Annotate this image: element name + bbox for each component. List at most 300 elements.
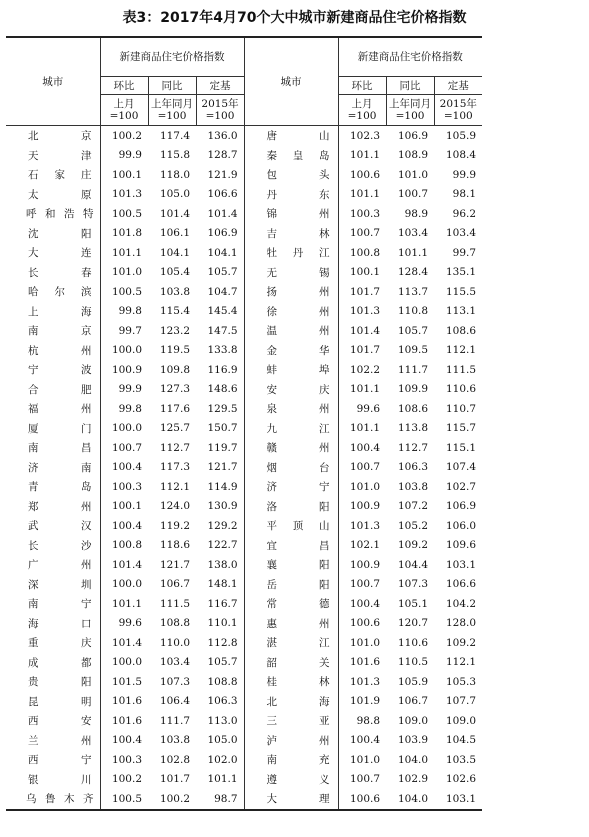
right-city-cell: 三 亚 — [244, 711, 338, 731]
right-fixed-cell: 115.7 — [445, 422, 477, 435]
right-fixed-cell: 106.9 — [445, 500, 477, 513]
right-yoy-cell: 103.9 — [397, 734, 429, 747]
table-row — [6, 282, 582, 302]
right-yoy-cell: 105.7 — [397, 324, 429, 337]
table-row — [6, 497, 582, 517]
left-city-cell: 重 庆 — [6, 633, 100, 653]
left-yoy-cell: 109.8 — [159, 363, 190, 376]
right-yoy-cell: 108.9 — [397, 149, 429, 162]
right-city-cell: 牡丹江 — [244, 243, 338, 263]
right-fixed-cell: 115.1 — [445, 441, 477, 454]
right-yoy-cell: 107.3 — [397, 578, 429, 591]
right-city-cell: 桂 林 — [244, 672, 338, 692]
right-city-cell: 赣 州 — [244, 438, 338, 458]
left-mom-cell: 99.6 — [118, 617, 142, 630]
right-city-cell: 丹 东 — [244, 185, 338, 205]
left-mom-cell: 100.1 — [111, 500, 142, 513]
table-row — [6, 770, 582, 790]
right-city-cell: 吉 林 — [244, 224, 338, 244]
left-mom-cell: 100.1 — [111, 168, 142, 181]
left-mom-cell: 101.6 — [111, 695, 142, 708]
right-city-cell: 惠 州 — [244, 614, 338, 634]
left-yoy-cell: 111.5 — [159, 597, 190, 610]
right-city-cell: 韶 关 — [244, 653, 338, 673]
right-city-cell: 济 宁 — [244, 477, 338, 497]
city-header-left: 城市 — [6, 37, 100, 126]
right-yoy-cell: 105.9 — [397, 675, 429, 688]
table-row — [6, 243, 582, 263]
mom-base-right: 上月=100 — [338, 95, 386, 126]
right-fixed-cell: 108.6 — [445, 324, 477, 337]
left-yoy-cell: 112.1 — [159, 480, 190, 493]
left-city-cell: 上 海 — [6, 302, 100, 322]
left-mom-cell: 100.3 — [111, 480, 142, 493]
right-mom-cell: 102.2 — [349, 363, 381, 376]
left-fixed-cell: 138.0 — [196, 555, 244, 575]
right-city-cell: 北 海 — [244, 692, 338, 712]
right-yoy-cell: 112.7 — [397, 441, 429, 454]
right-yoy-cell: 107.2 — [397, 500, 429, 513]
right-city-cell: 扬 州 — [244, 282, 338, 302]
right-fixed-cell: 103.5 — [445, 753, 477, 766]
table-row — [6, 477, 582, 497]
left-yoy-cell: 117.6 — [159, 402, 190, 415]
left-fixed-cell: 116.9 — [196, 360, 244, 380]
left-mom-cell: 101.1 — [111, 597, 142, 610]
fixed-base-right: 2015年=100 — [434, 95, 482, 126]
left-fixed-cell: 105.0 — [196, 731, 244, 751]
left-mom-cell: 99.8 — [118, 402, 142, 415]
left-fixed-cell: 136.0 — [196, 126, 244, 146]
left-fixed-cell: 98.7 — [196, 789, 244, 810]
right-yoy-cell: 103.4 — [397, 227, 429, 240]
yoy-header-left: 同比 — [148, 77, 196, 95]
left-city-cell: 贵 阳 — [6, 672, 100, 692]
left-yoy-cell: 117.4 — [159, 129, 190, 142]
right-yoy-cell: 104.0 — [397, 753, 429, 766]
right-fixed-cell: 103.1 — [445, 558, 477, 571]
right-mom-cell: 101.7 — [349, 344, 381, 357]
right-yoy-cell: 103.8 — [397, 480, 429, 493]
left-yoy-cell: 112.7 — [159, 441, 190, 454]
left-yoy-cell: 127.3 — [159, 383, 190, 396]
right-yoy-cell: 109.5 — [397, 344, 429, 357]
left-yoy-cell: 102.8 — [159, 753, 190, 766]
right-fixed-cell: 105.3 — [445, 675, 477, 688]
right-fixed-cell: 106.6 — [445, 578, 477, 591]
right-fixed-cell: 104.5 — [445, 734, 477, 747]
table-row — [6, 633, 582, 653]
right-mom-cell: 101.0 — [349, 480, 381, 493]
left-fixed-cell: 106.6 — [196, 185, 244, 205]
left-fixed-cell: 112.8 — [196, 633, 244, 653]
left-fixed-cell: 148.6 — [196, 380, 244, 400]
left-city-cell: 武 汉 — [6, 516, 100, 536]
right-fixed-cell: 109.0 — [445, 714, 477, 727]
right-fixed-cell: 111.5 — [445, 363, 477, 376]
left-yoy-cell: 101.7 — [159, 773, 190, 786]
left-yoy-cell: 108.8 — [159, 617, 190, 630]
left-city-cell: 昆 明 — [6, 692, 100, 712]
right-yoy-cell: 106.3 — [397, 461, 429, 474]
left-fixed-cell: 106.9 — [196, 224, 244, 244]
left-mom-cell: 101.3 — [111, 188, 142, 201]
right-mom-cell: 100.6 — [349, 168, 381, 181]
right-mom-cell: 100.7 — [349, 773, 381, 786]
table-row — [6, 614, 582, 634]
left-city-cell: 南 昌 — [6, 438, 100, 458]
right-city-cell: 徐 州 — [244, 302, 338, 322]
left-yoy-cell: 106.4 — [159, 695, 190, 708]
right-mom-cell: 101.1 — [349, 149, 381, 162]
left-fixed-cell: 133.8 — [196, 341, 244, 361]
left-city-cell: 西 安 — [6, 711, 100, 731]
left-fixed-cell: 121.9 — [196, 165, 244, 185]
right-mom-cell: 101.6 — [349, 656, 381, 669]
left-fixed-cell: 119.7 — [196, 438, 244, 458]
left-yoy-cell: 119.2 — [159, 519, 190, 532]
right-fixed-cell: 102.6 — [445, 773, 477, 786]
right-yoy-cell: 102.9 — [397, 773, 429, 786]
price-index-table — [6, 36, 582, 811]
right-mom-cell: 101.1 — [349, 188, 381, 201]
left-fixed-cell: 114.9 — [196, 477, 244, 497]
table-row — [6, 438, 582, 458]
left-city-cell: 兰 州 — [6, 731, 100, 751]
left-city-cell: 沈 阳 — [6, 224, 100, 244]
right-mom-cell: 100.6 — [349, 617, 381, 630]
left-city-cell: 南 宁 — [6, 594, 100, 614]
left-mom-cell: 100.7 — [111, 441, 142, 454]
left-mom-cell: 100.5 — [100, 789, 148, 810]
table-row — [6, 185, 582, 205]
right-fixed-cell: 103.1 — [434, 789, 482, 810]
left-yoy-cell: 118.6 — [159, 539, 190, 552]
left-yoy-cell: 103.8 — [159, 734, 190, 747]
left-yoy-cell: 125.7 — [159, 422, 190, 435]
table-row — [6, 555, 582, 575]
left-fixed-cell: 108.8 — [196, 672, 244, 692]
right-city-cell: 无 锡 — [244, 263, 338, 283]
right-fixed-cell: 107.7 — [445, 695, 477, 708]
left-mom-cell: 100.4 — [111, 519, 142, 532]
right-city-cell: 秦皇岛 — [244, 146, 338, 166]
left-yoy-cell: 124.0 — [159, 500, 190, 513]
left-yoy-cell: 106.1 — [159, 227, 190, 240]
table-row — [6, 204, 582, 224]
right-fixed-cell: 109.2 — [445, 636, 477, 649]
left-yoy-cell: 119.5 — [159, 344, 190, 357]
right-mom-cell: 101.1 — [349, 383, 381, 396]
right-mom-cell: 100.7 — [349, 461, 381, 474]
left-fixed-cell: 128.7 — [196, 146, 244, 166]
table-row — [6, 146, 582, 166]
right-mom-cell: 100.4 — [349, 441, 381, 454]
left-yoy-cell: 101.4 — [159, 207, 190, 220]
right-mom-cell: 101.3 — [349, 519, 381, 532]
city-header-right: 城市 — [244, 37, 338, 126]
left-mom-cell: 100.8 — [111, 539, 142, 552]
right-yoy-cell: 106.9 — [397, 129, 429, 142]
table-row — [6, 750, 582, 770]
left-city-cell: 西 宁 — [6, 750, 100, 770]
right-yoy-cell: 105.1 — [397, 597, 429, 610]
left-fixed-cell: 148.1 — [196, 575, 244, 595]
right-yoy-cell: 109.0 — [397, 714, 429, 727]
right-yoy-cell: 108.6 — [397, 402, 429, 415]
left-mom-cell: 99.8 — [118, 305, 142, 318]
table-row — [6, 302, 582, 322]
table-row — [6, 653, 582, 673]
yoy-base-left: 上年同月=100 — [148, 95, 196, 126]
left-city-cell: 厦 门 — [6, 419, 100, 439]
left-city-cell: 北 京 — [6, 126, 100, 146]
left-city-cell: 合 肥 — [6, 380, 100, 400]
left-fixed-cell: 105.7 — [196, 653, 244, 673]
right-city-cell: 包 头 — [244, 165, 338, 185]
right-mom-cell: 100.1 — [349, 266, 381, 279]
left-mom-cell: 100.0 — [111, 344, 142, 357]
left-fixed-cell: 101.1 — [196, 770, 244, 790]
left-city-cell: 海 口 — [6, 614, 100, 634]
left-city-cell: 济 南 — [6, 458, 100, 478]
table-row — [6, 419, 582, 439]
left-mom-cell: 100.0 — [111, 578, 142, 591]
table-row — [6, 594, 582, 614]
left-fixed-cell: 104.7 — [196, 282, 244, 302]
right-mom-cell: 101.9 — [349, 695, 381, 708]
index-group-header-left: 新建商品住宅价格指数 — [100, 37, 244, 77]
right-mom-cell: 98.8 — [356, 714, 381, 727]
right-fixed-cell: 128.0 — [445, 617, 477, 630]
right-fixed-cell: 113.1 — [445, 305, 477, 318]
right-fixed-cell: 110.7 — [445, 402, 477, 415]
right-mom-cell: 100.4 — [349, 597, 381, 610]
index-group-header-right: 新建商品住宅价格指数 — [338, 37, 482, 77]
left-fixed-cell: 113.0 — [196, 711, 244, 731]
right-city-cell: 洛 阳 — [244, 497, 338, 517]
left-yoy-cell: 121.7 — [159, 558, 190, 571]
right-mom-cell: 100.9 — [349, 558, 381, 571]
table-row — [6, 263, 582, 283]
right-fixed-cell: 103.4 — [445, 227, 477, 240]
left-city-cell: 宁 波 — [6, 360, 100, 380]
left-fixed-cell: 129.2 — [196, 516, 244, 536]
left-mom-cell: 101.4 — [111, 636, 142, 649]
left-mom-cell: 101.6 — [111, 714, 142, 727]
left-fixed-cell: 150.7 — [196, 419, 244, 439]
left-city-cell: 太 原 — [6, 185, 100, 205]
right-city-cell: 九 江 — [244, 419, 338, 439]
right-city-cell: 烟 台 — [244, 458, 338, 478]
left-city-cell: 成 都 — [6, 653, 100, 673]
right-city-cell: 平顶山 — [244, 516, 338, 536]
right-fixed-cell: 109.6 — [445, 539, 477, 552]
left-city-cell: 石家庄 — [6, 165, 100, 185]
right-yoy-cell: 110.5 — [397, 656, 429, 669]
right-fixed-cell: 135.1 — [445, 266, 477, 279]
right-yoy-cell: 111.7 — [397, 363, 429, 376]
left-fixed-cell: 121.7 — [196, 458, 244, 478]
left-fixed-cell: 130.9 — [196, 497, 244, 517]
right-yoy-cell: 105.2 — [397, 519, 429, 532]
left-fixed-cell: 104.1 — [196, 243, 244, 263]
right-yoy-cell: 128.4 — [397, 266, 429, 279]
right-city-cell: 泉 州 — [244, 399, 338, 419]
right-city-cell: 泸 州 — [244, 731, 338, 751]
right-fixed-cell: 108.4 — [445, 149, 477, 162]
right-fixed-cell: 96.2 — [452, 207, 477, 220]
left-city-cell: 福 州 — [6, 399, 100, 419]
table-row — [6, 789, 582, 810]
left-mom-cell: 100.0 — [111, 422, 142, 435]
right-fixed-cell: 104.2 — [445, 597, 477, 610]
right-city-cell: 湛 江 — [244, 633, 338, 653]
left-fixed-cell: 129.5 — [196, 399, 244, 419]
right-fixed-cell: 115.5 — [445, 285, 477, 298]
table-row — [6, 711, 582, 731]
table-row — [6, 126, 582, 146]
table-title: 表3：2017年4月70个大中城市新建商品住宅价格指数 — [122, 10, 467, 26]
table-row — [6, 536, 582, 556]
table-row — [6, 516, 582, 536]
left-city-cell: 天 津 — [6, 146, 100, 166]
left-city-cell: 杭 州 — [6, 341, 100, 361]
right-city-cell: 岳 阳 — [244, 575, 338, 595]
left-city-cell: 郑 州 — [6, 497, 100, 517]
left-city-cell: 广 州 — [6, 555, 100, 575]
mom-base-left: 上月=100 — [100, 95, 148, 126]
left-fixed-cell: 116.7 — [196, 594, 244, 614]
yoy-base-right: 上年同月=100 — [386, 95, 434, 126]
fixed-header-left: 定基 — [196, 77, 244, 95]
left-mom-cell: 99.9 — [118, 149, 142, 162]
right-yoy-cell: 101.0 — [397, 168, 429, 181]
left-fixed-cell: 122.7 — [196, 536, 244, 556]
left-mom-cell: 101.0 — [111, 266, 142, 279]
right-mom-cell: 100.9 — [349, 500, 381, 513]
left-fixed-cell: 102.0 — [196, 750, 244, 770]
right-mom-cell: 99.6 — [356, 402, 381, 415]
left-yoy-cell: 105.0 — [159, 188, 190, 201]
left-mom-cell: 100.2 — [111, 129, 142, 142]
table-row — [6, 692, 582, 712]
right-yoy-cell: 109.2 — [397, 539, 429, 552]
right-city-cell: 襄 阳 — [244, 555, 338, 575]
table-row — [6, 341, 582, 361]
mom-header-left: 环比 — [100, 77, 148, 95]
right-mom-cell: 100.6 — [338, 789, 386, 810]
left-yoy-cell: 111.7 — [159, 714, 190, 727]
right-fixed-cell: 98.1 — [452, 188, 477, 201]
right-city-cell: 安 庆 — [244, 380, 338, 400]
right-mom-cell: 100.7 — [349, 578, 381, 591]
left-mom-cell: 101.5 — [111, 675, 142, 688]
left-fixed-cell: 110.1 — [196, 614, 244, 634]
right-city-cell: 宜 昌 — [244, 536, 338, 556]
right-fixed-cell: 107.4 — [445, 461, 477, 474]
left-city-cell: 呼和浩特 — [6, 204, 100, 224]
left-mom-cell: 100.4 — [111, 461, 142, 474]
left-yoy-cell: 110.0 — [159, 636, 190, 649]
right-mom-cell: 100.4 — [349, 734, 381, 747]
right-mom-cell: 102.3 — [349, 129, 381, 142]
right-city-cell: 大 理 — [244, 789, 338, 810]
left-yoy-cell: 115.8 — [159, 149, 190, 162]
left-mom-cell: 101.8 — [111, 227, 142, 240]
right-mom-cell: 101.3 — [349, 675, 381, 688]
right-yoy-cell: 120.7 — [397, 617, 429, 630]
left-fixed-cell: 106.3 — [196, 692, 244, 712]
left-mom-cell: 100.9 — [111, 363, 142, 376]
left-yoy-cell: 106.7 — [159, 578, 190, 591]
right-fixed-cell: 112.1 — [445, 344, 477, 357]
right-yoy-cell: 113.7 — [397, 285, 429, 298]
left-yoy-cell: 103.4 — [159, 656, 190, 669]
right-yoy-cell: 104.4 — [397, 558, 429, 571]
right-mom-cell: 100.3 — [349, 207, 381, 220]
right-city-cell: 锦 州 — [244, 204, 338, 224]
left-city-cell: 深 圳 — [6, 575, 100, 595]
left-city-cell: 长 沙 — [6, 536, 100, 556]
left-mom-cell: 100.3 — [111, 753, 142, 766]
table-row — [6, 360, 582, 380]
left-city-cell: 哈尔滨 — [6, 282, 100, 302]
right-mom-cell: 101.7 — [349, 285, 381, 298]
left-mom-cell: 101.1 — [111, 246, 142, 259]
left-fixed-cell: 147.5 — [196, 321, 244, 341]
table-body — [6, 126, 582, 810]
right-mom-cell: 101.0 — [349, 636, 381, 649]
table-row — [6, 165, 582, 185]
table-row — [6, 224, 582, 244]
right-city-cell: 遵 义 — [244, 770, 338, 790]
left-city-cell: 大 连 — [6, 243, 100, 263]
right-mom-cell: 101.4 — [349, 324, 381, 337]
right-yoy-cell: 101.1 — [397, 246, 429, 259]
yoy-header-right: 同比 — [386, 77, 434, 95]
right-yoy-cell: 113.8 — [397, 422, 429, 435]
right-mom-cell: 100.8 — [349, 246, 381, 259]
left-yoy-cell: 105.4 — [159, 266, 190, 279]
right-fixed-cell: 112.1 — [445, 656, 477, 669]
left-mom-cell: 100.5 — [111, 285, 142, 298]
left-yoy-cell: 123.2 — [159, 324, 190, 337]
fixed-base-left: 2015年=100 — [196, 95, 244, 126]
left-mom-cell: 100.2 — [111, 773, 142, 786]
table-row — [6, 731, 582, 751]
right-city-cell: 唐 山 — [244, 126, 338, 146]
right-city-cell: 金 华 — [244, 341, 338, 361]
left-mom-cell: 101.4 — [111, 558, 142, 571]
right-yoy-cell: 100.7 — [397, 188, 429, 201]
left-mom-cell: 99.7 — [118, 324, 142, 337]
right-city-cell: 南 充 — [244, 750, 338, 770]
table-row — [6, 575, 582, 595]
right-city-cell: 蚌 埠 — [244, 360, 338, 380]
left-mom-cell: 100.5 — [111, 207, 142, 220]
left-mom-cell: 100.4 — [111, 734, 142, 747]
fixed-header-right: 定基 — [434, 77, 482, 95]
table-row — [6, 321, 582, 341]
right-yoy-cell: 109.9 — [397, 383, 429, 396]
left-fixed-cell: 105.7 — [196, 263, 244, 283]
left-yoy-cell: 117.3 — [159, 461, 190, 474]
right-yoy-cell: 104.0 — [386, 789, 434, 810]
table-row — [6, 380, 582, 400]
right-fixed-cell: 110.6 — [445, 383, 477, 396]
right-yoy-cell: 106.7 — [397, 695, 429, 708]
